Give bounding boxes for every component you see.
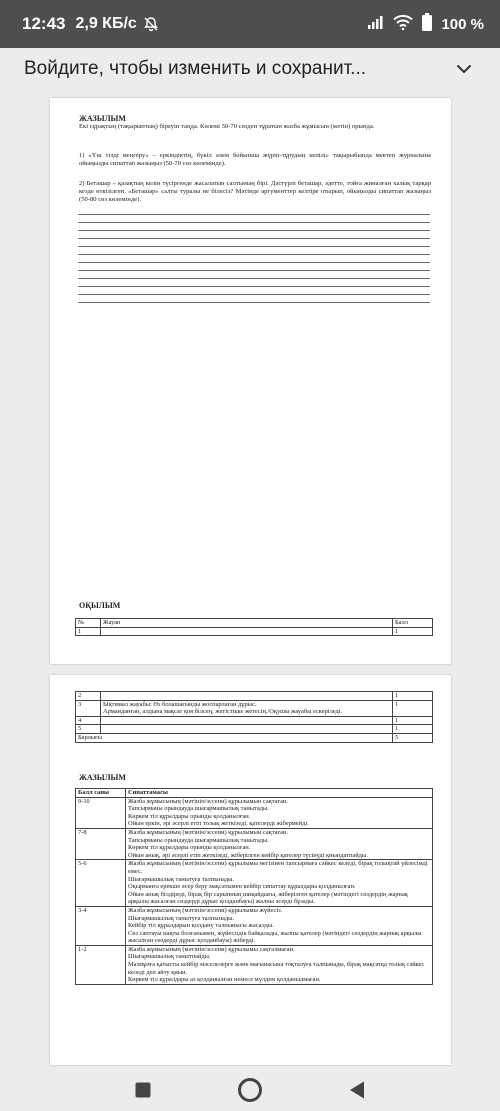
battery-icon (421, 13, 433, 36)
reading-answer-table (75, 618, 433, 636)
writing-task-1: 1) «Үш тілді меңгеру» – еркіндіктің, бүкіл әлем бойынша жүріп-тұрудың кепілі» тақырыбында мектеп журналына ойыңызды сипаттап жазыңыз (50-70 сөз көлемінде). (79, 152, 431, 167)
writing-heading: ЖАЗЫЛЫМ (79, 114, 126, 123)
score-cell: 3-4 (76, 906, 126, 945)
answer-line (78, 302, 430, 303)
table-row (76, 828, 433, 859)
description-cell: Жазба жұмысының (мәтінін/эссени) құрылымын сақтаған. Тапсырманы орындауда шығармашылық танытады. Көркем тіл құралдары орынды қолданылған. Ойын еркін, әрі әсерлі етіп толық жеткізеді, қателерді жібермейді. (126, 797, 433, 828)
table-header-row (76, 789, 433, 798)
document-page-1 (50, 98, 451, 664)
description-cell: Жазба жұмысының (мәтінін/эссени) құрылымы сақталмаған. Шығармашылық танытпайды. Мазмұнға қатысты кейбір мәселелерге және мағынасына тоқталуға талпынады, бірақ мақсатқа толық сәйкес келеді деп айту қиын. Көркем тіл құралдары аз қолданылған немесе мүлдем қолданылмаған. (126, 945, 433, 984)
table-cell: 4 (76, 716, 101, 725)
answer-line (78, 214, 430, 215)
status-bar (0, 0, 500, 48)
wifi-icon (393, 14, 413, 35)
description-cell: Жазба жұмысының (мәтінін/эссени) құрылымы жүйесіз. Шығармашылық танытуға талпынады. Кейбір тіл құралдарын қолдану талпынысы жасалды. Сөз саптауы нақты болғанымен, жүйесіздік байқалады, жалпы қателер (мәтіндегі сөздердің жарнақ арқылы жасалған сөздерді дұрыс қолданбауы) жіберді. (126, 906, 433, 945)
table-row (76, 797, 433, 828)
triangle-back-icon[interactable] (343, 1076, 371, 1104)
table-cell (101, 716, 393, 725)
table-cell (101, 725, 393, 734)
answer-line (78, 230, 430, 231)
score-cell: 9-10 (76, 797, 126, 828)
table-cell: 5 (76, 725, 101, 734)
answer-line (78, 270, 430, 271)
answer-line (78, 262, 430, 263)
table-cell: 1 (393, 627, 433, 636)
answer-line (78, 286, 430, 287)
reading-heading: ОҚЫЛЫМ (79, 601, 121, 610)
document-page-2 (50, 675, 451, 1065)
writing-rubric-table (75, 788, 433, 985)
table-cell: 2 (76, 692, 101, 701)
total-value: 5 (393, 733, 433, 742)
table-cell: 1 (76, 627, 101, 636)
table-row (76, 725, 433, 734)
table-row (76, 945, 433, 984)
status-network-speed: 2,9 КБ/с (75, 15, 137, 32)
square-icon[interactable] (129, 1076, 157, 1104)
table-cell: 1 (393, 700, 433, 716)
table-cell (101, 692, 393, 701)
bell-slash-icon (143, 16, 159, 32)
description-cell: Жазба жұмысының (мәтінін/эссени) құрылымын сақтаған. Тапсырманы орындауда шығармашылық танытады. Көркем тіл құралдары орынды қолданылған. Ойын анық, әрі әсерлі етіп жеткізеді, жіберілген кейбір қателер түсінуді қиындатпайды. (126, 828, 433, 859)
description-cell: Жазба жұмысының (мәтінін/эссени) құрылымы негізінен тапсырмаға сәйкес келеді, бірақ толықтай үйлесімді емес. Шығармашылық танытуға талпынады. Оқырманға ерекше әсер беру мақсатымен кейбір сипаттау құралдары қолданылған. Ойын анық білдіреді, бірақ бір сарынның шиқайдығы, жіберілген қателер (мәтіндегі сөздердің жарнақ арқылы жасалған сөздерді дұрыс қолданбауы) жалпы әсерді бұзады. (126, 860, 433, 907)
score-cell: 7-8 (76, 828, 126, 859)
answer-line (78, 294, 430, 295)
signal-icon (367, 15, 385, 34)
table-cell: Ықтимал жауабы: Өз болашағынды жоспарлаған дұрыс. Арманданған, алдына мақсат қоя білсең, жетістікке жетесің./Оқушы жауабы ескеріледі. (101, 700, 393, 716)
table-cell: 1 (393, 716, 433, 725)
chevron-down-icon[interactable] (452, 57, 476, 81)
answer-line (78, 254, 430, 255)
answer-line (78, 246, 430, 247)
answer-line (78, 222, 430, 223)
table-cell: 3 (76, 700, 101, 716)
table-cell: 1 (393, 725, 433, 734)
table-row (76, 716, 433, 725)
total-label: Барлығы (76, 733, 393, 742)
table-row (76, 627, 433, 636)
header-cell: Сипаттамасы (126, 789, 433, 798)
battery-percent: 100 % (441, 15, 484, 33)
score-cell: 5-6 (76, 860, 126, 907)
sign-in-banner[interactable] (0, 48, 500, 90)
table-header-row (76, 619, 433, 628)
sign-in-prompt[interactable]: Войдите, чтобы изменить и сохранит... (24, 58, 367, 79)
header-cell: Балл саны (76, 789, 126, 798)
writing-rubric-heading: ЖАЗЫЛЫМ (79, 773, 126, 782)
status-time: 12:43 (22, 14, 66, 33)
table-row (76, 906, 433, 945)
writing-task-2: 2) Беташар – қазақтың келін түсіргенде жасалатын салтының бірі. Дәстүрлі беташар, әдетте, тойға жиналған халық тарқар кезде өткізілген. «Беташар» салты туралы не білесіз? Мәтінде аргументтер келтіре отырып, ойыңызды сипаттап жазыңыз (50-80 сөз көлемінде). (79, 180, 431, 203)
table-row (76, 860, 433, 907)
writing-instruction: Екі сұрақтың (тақырыптың) біреуін таңда. Көлемі 50-70 сөзден тұратын жазба жұмысын (мәтін) орында. (79, 123, 375, 130)
table-row (76, 700, 433, 716)
table-row (76, 692, 433, 701)
table-cell (101, 627, 393, 636)
header-cell: № (76, 619, 101, 628)
status-indicators (367, 13, 484, 36)
navigation-bar (0, 1068, 500, 1111)
answer-line (78, 238, 430, 239)
circle-icon[interactable] (236, 1076, 264, 1104)
table-cell: 1 (393, 692, 433, 701)
reading-answer-table-continued (75, 691, 433, 743)
score-cell: 1-2 (76, 945, 126, 984)
table-total-row (76, 733, 433, 742)
answer-line (78, 278, 430, 279)
header-cell: Балл (393, 619, 433, 628)
header-cell: Жауап (101, 619, 393, 628)
